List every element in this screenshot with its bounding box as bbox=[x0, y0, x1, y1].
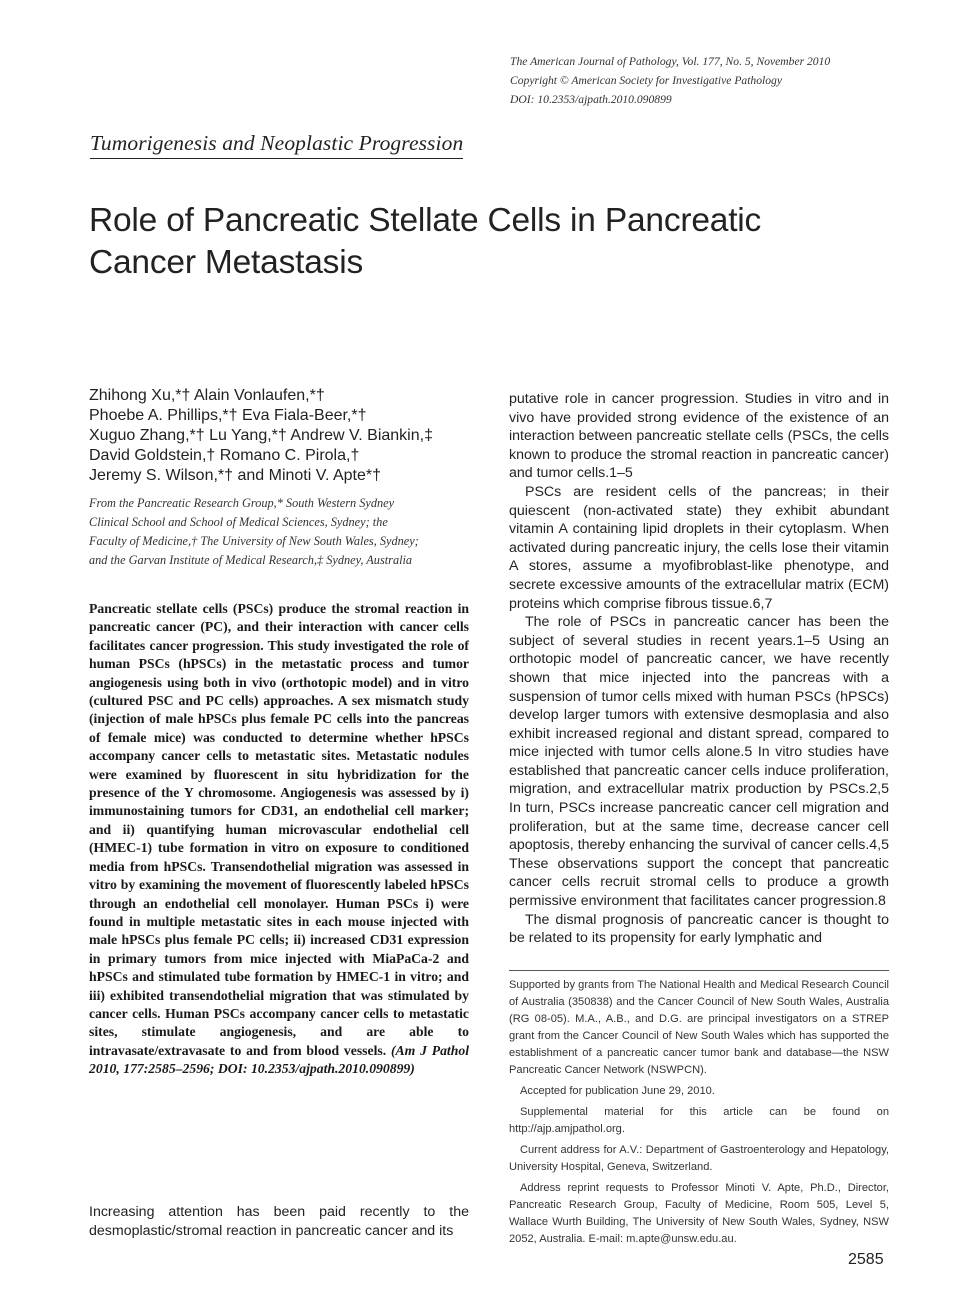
journal-copyright: Copyright © American Society for Investigative Pathology bbox=[510, 74, 782, 87]
introduction-paragraph: Increasing attention has been paid recently to the desmoplastic/stromal reaction in pancreatic cancer and its bbox=[89, 1204, 469, 1239]
affiliation-line: Clinical School and School of Medical Sciences, Sydney; the bbox=[89, 515, 388, 529]
body-paragraph: PSCs are resident cells of the pancreas; in their quiescent (non-activated state) they exhibit abundant vitamin A containing lipid droplets in their cytoplasm. When activated during pancreatic injury, the cells lose their vitamin A stores, assume a myofibroblast-like phenotype, and secrete excessive amounts of the extracellular matrix (ECM) proteins which comprise fibrous tissue.6,7 bbox=[509, 483, 889, 612]
affiliation-line: and the Garvan Institute of Medical Research,‡ Sydney, Australia bbox=[89, 553, 413, 567]
abstract-text: Pancreatic stellate cells (PSCs) produce the stromal reaction in pancreatic cancer (PC), and their interaction with cancer cells facilitates cancer progression. This study investigated the role of human PSCs (hPSCs) in the metastatic process and tumor angiogenesis using both in vivo (orthotopic model) and in vitro (cultured PSC and PC cells) approaches. A sex mismatch study (injection of male hPSCs plus female PC cells into the pancreas of female mice) was conducted to determine whether hPSCs accompany cancer cells to metastatic sites. Metastatic nodules were examined by fluorescent in situ hybridization for the presence of the Y chromosome. Angiogenesis was assessed by i) immunostaining tumors for CD31, an endothelial cell marker; and ii) quantifying human microvascular endothelial cell (HMEC-1) tube formation in vitro on exposure to conditioned media from hPSCs. Transendothelial migration was assessed in vitro by examining the movement of fluorescently labeled hPSCs through an endothelial cell monolayer. Human PSCs i) were found in multiple metastatic sites in each mouse injected with male hPSCs plus female PC cells; ii) increased CD31 expression in primary tumors from mice injected with MiaPaCa-2 and hPSCs and stimulated tube formation by HMEC-1 in vitro; and iii) exhibited transendothelial migration that was stimulated by cancer cells. Human PSCs accompany cancer cells to metastatic sites, stimulate angiogenesis, and are able to intravasate/extravasate to and from blood vessels. bbox=[89, 601, 469, 1058]
article-title-line-2: Cancer Metastasis bbox=[89, 244, 364, 281]
page-number: 2585 bbox=[848, 1251, 884, 1268]
body-paragraph: putative role in cancer progression. Studies in vitro and in vivo have provided strong evidence of the existence of an interaction between pancreatic stellate cells (PSCs, the cells known to produce the stromal reaction in pancreatic cancer) and tumor cells.1–5 bbox=[509, 391, 889, 482]
footnote-divider bbox=[509, 970, 889, 971]
abstract bbox=[89, 600, 469, 1079]
author-list bbox=[89, 386, 469, 486]
affiliation-line: Faculty of Medicine,† The University of New South Wales, Sydney; bbox=[89, 534, 419, 548]
abstract-citation: (Am J Pathol 2010, 177:2585–2596; DOI: 10.2353/ajpath.2010.090899) bbox=[89, 1042, 469, 1077]
article-title bbox=[89, 200, 909, 284]
footnote-supplemental: Supplemental material for this article can be found on http://ajp.amjpathol.org. bbox=[509, 1106, 889, 1135]
affiliation bbox=[89, 494, 467, 570]
author-line: Xuguo Zhang,*† Lu Yang,*† Andrew V. Biankin,‡ bbox=[89, 427, 433, 444]
footnote-accepted: Accepted for publication June 29, 2010. bbox=[520, 1085, 715, 1097]
author-line: Zhihong Xu,*† Alain Vonlaufen,*† bbox=[89, 387, 325, 404]
footnote-current-address: Current address for A.V.: Department of Gastroenterology and Hepatology, University Hospital, Geneva, Switzerland. bbox=[509, 1144, 889, 1173]
author-line: Phoebe A. Phillips,*† Eva Fiala-Beer,*† bbox=[89, 407, 367, 424]
body-paragraph: The role of PSCs in pancreatic cancer has been the subject of several studies in recent years.1–5 Using an orthotopic model of pancreatic cancer, we have recently shown that mice injected into the pancreas with a suspension of tumor cells mixed with human PSCs (hPSCs) develop larger tumors with extensive desmoplasia and also exhibit increased regional and distant spread, compared to mice injected with tumor cells alone.5 In vitro studies have established that pancreatic cancer cells induce proliferation, migration, and extracellular matrix production by PSCs.2,5 In turn, PSCs increase pancreatic cancer cell migration and proliferation, but at the same time, decrease cancer cell apoptosis, thereby enhancing the survival of cancer cells.4,5 These observations support the concept that pancreatic cancer cells recruit stromal cells to produce a growth permissive environment that facilitates cancer progression.8 bbox=[509, 614, 889, 910]
journal-doi: DOI: 10.2353/ajpath.2010.090899 bbox=[510, 93, 672, 106]
body-paragraph: The dismal prognosis of pancreatic cancer is thought to be related to its propensity for early lymphatic and bbox=[509, 911, 889, 947]
footnote-reprint: Address reprint requests to Professor Minoti V. Apte, Ph.D., Director, Pancreatic Research Group, Faculty of Medicine, Room 505, Level 5, Wallace Wurth Building, The University of New South Wales, Sydney, NSW 2052, Australia. E-mail: m.apte@unsw.edu.au. bbox=[509, 1182, 889, 1245]
author-line: David Goldstein,† Romano C. Pirola,† bbox=[89, 447, 360, 464]
journal-header bbox=[510, 52, 930, 109]
footnote-support: Supported by grants from The National Health and Medical Research Council of Australia (350838) and the Cancer Council of New South Wales, Australia (RG 08-05). M.A., A.B., and D.G. are principal investigators on a STREP grant from the Cancer Council of New South Wales which has supported the establishment of a pancreatic cancer tumor bank and database—the NSW Pancreatic Cancer Network (NSWPCN). bbox=[509, 979, 889, 1076]
article-title-line-1: Role of Pancreatic Stellate Cells in Pancreatic bbox=[89, 202, 762, 239]
journal-citation: The American Journal of Pathology, Vol. 177, No. 5, November 2010 bbox=[510, 55, 831, 68]
author-line: Jeremy S. Wilson,*† and Minoti V. Apte*† bbox=[89, 467, 381, 484]
body-text-column bbox=[509, 390, 889, 948]
footnotes bbox=[509, 977, 889, 1252]
section-title: Tumorigenesis and Neoplastic Progression bbox=[90, 131, 463, 159]
affiliation-line: From the Pancreatic Research Group,* South Western Sydney bbox=[89, 496, 395, 510]
